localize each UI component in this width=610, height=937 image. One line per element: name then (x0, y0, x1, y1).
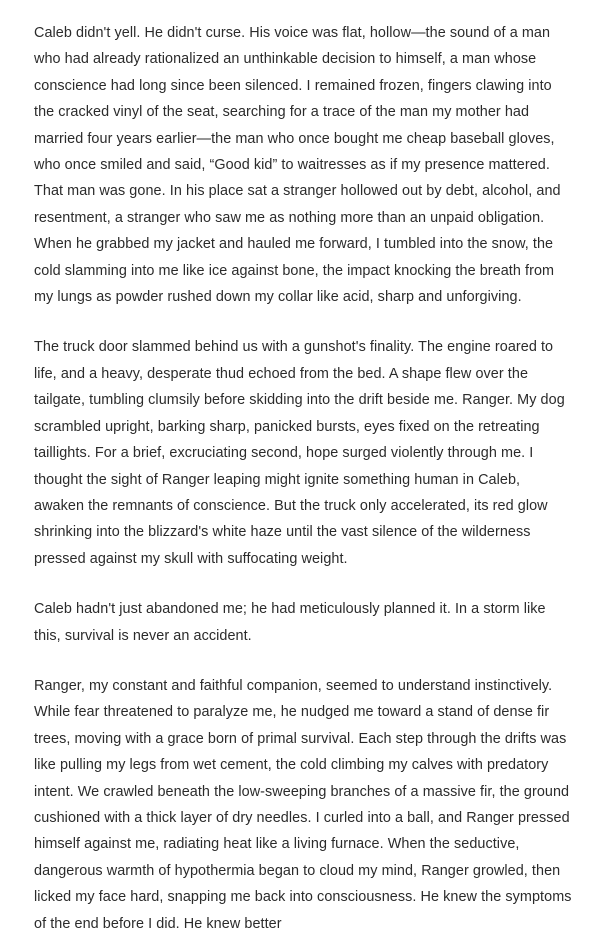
paragraph: The truck door slammed behind us with a gunshot's finality. The engine roared to life, and a heavy, desperate thud echoed from the bed. A shape flew over the tailgate, tumbling clumsily before skidding into the drift beside me. Ranger. My dog scrambled upright, barking sharp, panicked bursts, eyes fixed on the retreating taillights. For a brief, excruciating second, hope surged violently through me. I thought the sight of Ranger leaping might ignite something human in Caleb, awaken the remnants of conscience. But the truck only accelerated, its red glow shrinking into the blizzard's white haze until the vast silence of the wilderness pressed against my skull with suffocating weight. (34, 339, 565, 567)
paragraph: Ranger, my constant and faithful companion, seemed to understand instinctively. While fear threatened to paralyze me, he nudged me toward a stand of dense fir trees, moving with a grace born of primal survival. Each step through the drifts was like pulling my legs from wet cement, the cold climbing my calves with predatory intent. We crawled beneath the low-sweeping branches of a massive fir, the ground cushioned with a thick layer of dry needles. I curled into a ball, and Ranger pressed himself against me, radiating heat like a living furnace. When the seductive, dangerous warmth of hypothermia began to cloud my mind, Ranger growled, then licked my face hard, snapping me back into consciousness. He knew the symptoms of the end before I did. He knew better (34, 677, 572, 932)
article-body (34, 20, 574, 937)
paragraph: Caleb didn't yell. He didn't curse. His voice was flat, hollow—the sound of a man who had already rationalized an unthinkable decision to himself, a man whose conscience had long since been silenced. I remained frozen, fingers clawing into the cracked vinyl of the seat, searching for a trace of the man my mother had married four years earlier—the man who once bought me cheap baseball gloves, who once smiled and said, “Good kid” to waitresses as if my presence mattered. That man was gone. In his place sat a stranger hollowed out by debt, alcohol, and resentment, a stranger who saw me as nothing more than an unpaid obligation. When he grabbed my jacket and hauled me forward, I tumbled into the snow, the cold slamming into me like ice against bone, the impact knocking the breath from my lungs as powder rushed down my collar like acid, sharp and unforgiving. (34, 25, 561, 306)
paragraph: Caleb hadn't just abandoned me; he had meticulously planned it. In a storm like this, survival is never an accident. (34, 601, 546, 644)
